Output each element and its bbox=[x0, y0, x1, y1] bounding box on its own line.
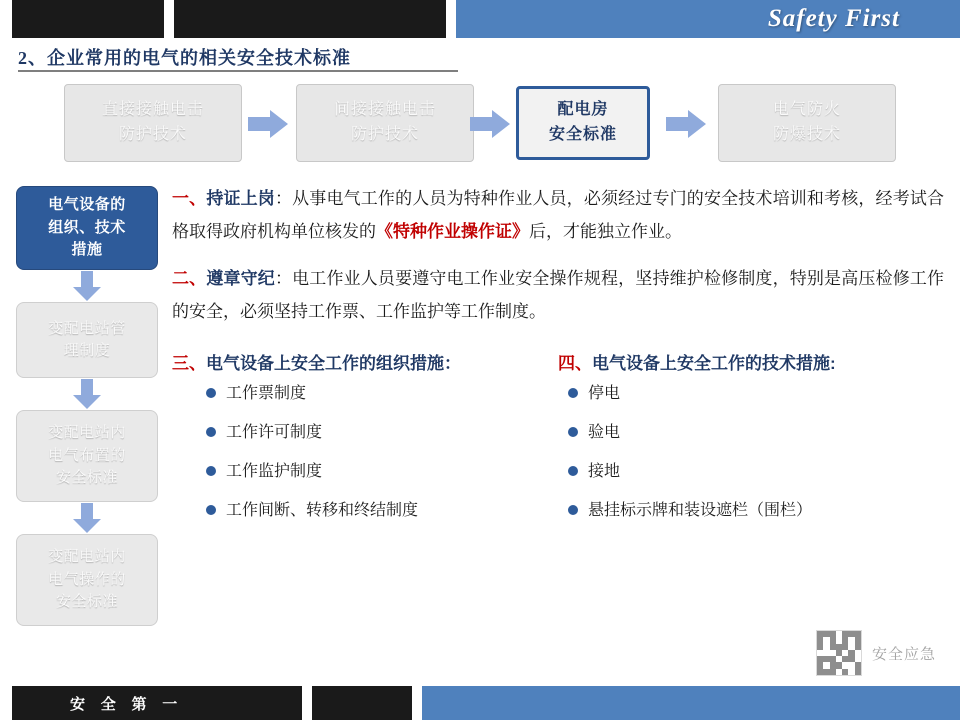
list-item: 工作监护制度 bbox=[206, 462, 558, 481]
flow-step-direct-contact[interactable] bbox=[64, 84, 242, 162]
header-spacer-left bbox=[0, 0, 12, 38]
chain-item-line2: 电气布置的 bbox=[48, 446, 126, 464]
chain-item-line2: 组织、技术 bbox=[48, 218, 126, 236]
header-black-block-1 bbox=[12, 0, 164, 38]
slide-header bbox=[0, 0, 960, 38]
paragraph-number: 二、 bbox=[172, 269, 207, 289]
paragraph-number: 一、 bbox=[172, 189, 207, 208]
flow-step-line2: 防护技术 bbox=[118, 126, 187, 143]
chain-item-line1: 变配电站内 bbox=[48, 548, 126, 566]
chain-item-line1: 变配电站内 bbox=[48, 424, 126, 442]
footer-gap-2 bbox=[412, 686, 422, 720]
column-technical-measures bbox=[558, 349, 944, 541]
arrow-right-icon bbox=[248, 110, 288, 138]
title-underline bbox=[18, 70, 458, 72]
column-organizational-measures bbox=[172, 349, 558, 541]
flow-step-line2: 防爆技术 bbox=[772, 126, 841, 143]
paragraph-text-a: ：从事电气工作的人员为特种作业人员，必须经过专门的安全技术培训和考核，经考试合格取得政府机构单位核发的 bbox=[172, 189, 945, 242]
flow-step-line1: 间接接触电击 bbox=[333, 101, 436, 119]
chain-item-line2: 电气操作的 bbox=[48, 570, 126, 588]
footer-text: 安 全 第 一 bbox=[70, 697, 184, 713]
sidebar-chain bbox=[16, 186, 158, 626]
flow-step-distribution-room[interactable] bbox=[516, 86, 650, 160]
chain-item-line2: 理制度 bbox=[63, 342, 111, 359]
flow-step-line1: 电气防火 bbox=[772, 101, 841, 119]
chain-item-organization-technical-measures[interactable] bbox=[16, 186, 158, 270]
column-heading bbox=[558, 349, 944, 374]
paragraph-lead: 遵章守纪 bbox=[206, 269, 275, 289]
header-title: Safety First bbox=[767, 5, 900, 32]
chain-item-line1: 电气设备的 bbox=[48, 196, 126, 214]
watermark-block bbox=[816, 630, 936, 676]
organizational-measures-list bbox=[172, 384, 558, 521]
footer-black-block-2 bbox=[312, 686, 412, 720]
measures-columns bbox=[172, 349, 944, 541]
flow-step-fire-explosion[interactable] bbox=[718, 84, 896, 162]
chain-item-line3: 安全标准 bbox=[55, 593, 118, 611]
header-gap-2 bbox=[446, 0, 456, 38]
arrow-down-icon bbox=[16, 378, 158, 410]
flow-step-line1: 配电房 bbox=[557, 101, 609, 119]
chain-item-substation-operation-standard[interactable] bbox=[16, 534, 158, 626]
paragraph-certification bbox=[172, 182, 944, 248]
chain-item-line3: 措施 bbox=[71, 241, 103, 259]
paragraph-discipline bbox=[172, 262, 944, 328]
flow-step-indirect-contact[interactable] bbox=[296, 84, 474, 162]
column-heading-text: 电气设备上安全工作的技术措施: bbox=[592, 353, 836, 373]
chain-item-line1: 变配电站管 bbox=[48, 319, 126, 337]
process-flow bbox=[0, 84, 960, 168]
list-item: 验电 bbox=[568, 423, 944, 442]
flow-step-line1: 直接接触电击 bbox=[101, 101, 204, 119]
qr-code-icon bbox=[816, 630, 862, 676]
chain-item-substation-layout-standard[interactable] bbox=[16, 410, 158, 502]
list-item: 停电 bbox=[568, 384, 944, 403]
list-item: 接地 bbox=[568, 462, 944, 481]
column-number: 三、 bbox=[172, 353, 206, 373]
paragraph-lead: 持证上岗 bbox=[206, 189, 275, 208]
arrow-right-icon bbox=[666, 110, 706, 138]
column-heading-text: 电气设备上安全工作的组织措施： bbox=[206, 353, 461, 373]
footer-gap-1 bbox=[302, 686, 312, 720]
header-gap-1 bbox=[164, 0, 174, 38]
slide-footer bbox=[0, 686, 960, 720]
chain-item-substation-management-rules[interactable] bbox=[16, 302, 158, 378]
flow-step-line2: 防护技术 bbox=[350, 126, 419, 143]
arrow-down-icon bbox=[16, 270, 158, 302]
paragraph-text-b: 后，才能独立作业。 bbox=[529, 222, 682, 242]
watermark-label: 安全应急 bbox=[871, 645, 936, 663]
footer-blue-banner bbox=[422, 686, 960, 720]
page-title: 2、企业常用的电气的相关安全技术标准 bbox=[18, 48, 351, 68]
column-number: 四、 bbox=[558, 353, 592, 373]
list-item: 工作许可制度 bbox=[206, 423, 558, 442]
technical-measures-list bbox=[558, 384, 944, 521]
arrow-down-icon bbox=[16, 502, 158, 534]
slide-body bbox=[172, 182, 944, 540]
flow-step-line2: 安全标准 bbox=[548, 126, 617, 143]
list-item: 工作间断、转移和终结制度 bbox=[206, 501, 558, 520]
header-black-block-2 bbox=[174, 0, 446, 38]
chain-item-line3: 安全标准 bbox=[55, 469, 118, 487]
arrow-right-icon bbox=[470, 110, 510, 138]
list-item: 悬挂标示牌和装设遮栏（围栏） bbox=[568, 501, 944, 520]
paragraph-emphasis: 《特种作业操作证》 bbox=[376, 222, 529, 242]
paragraph-text: ：电工作业人员要遵守电工作业安全操作规程，坚持维护检修制度，特别是高压检修工作的安全，必须坚持工作票、工作监护等工作制度。 bbox=[172, 269, 945, 322]
list-item: 工作票制度 bbox=[206, 384, 558, 403]
column-heading bbox=[172, 349, 558, 374]
